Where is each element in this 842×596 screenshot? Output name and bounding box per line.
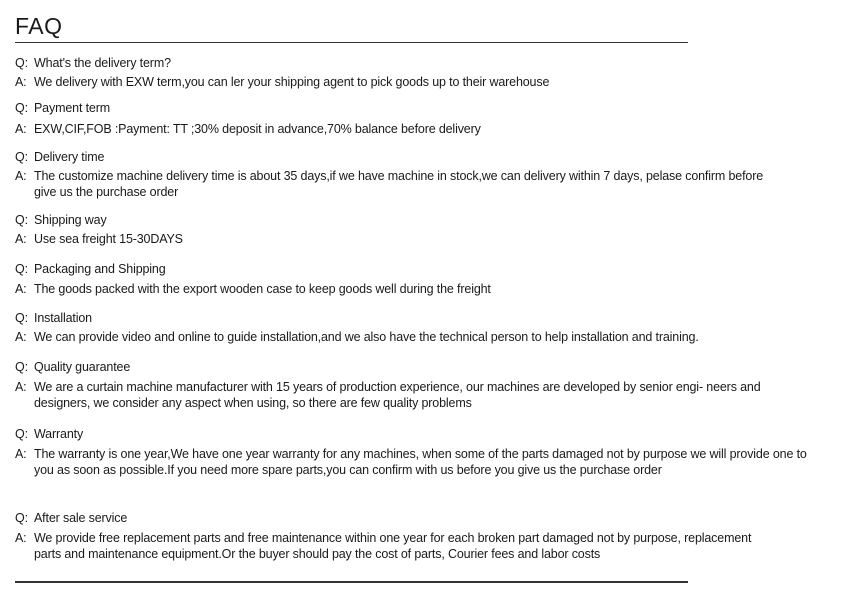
faq-item-warranty — [15, 426, 825, 478]
question-text: Warranty — [34, 427, 84, 441]
title-divider — [15, 42, 688, 43]
answer-label: A: — [15, 232, 27, 246]
question-text: Installation — [34, 311, 92, 325]
question-text: After sale service — [34, 511, 128, 525]
page-title: FAQ — [15, 13, 63, 39]
question-label: Q: — [15, 511, 28, 525]
question-label: Q: — [15, 213, 28, 227]
answer-text: The warranty is one year,We have one year warranty for any machines, when some of the parts damaged not by purpose we will provide one to you as soon as possible.If you need more spare parts,you can confirm with us before you give us the purchase order — [34, 447, 807, 477]
answer-label: A: — [15, 282, 27, 296]
answer-text: Use sea freight 15-30DAYS — [34, 232, 183, 246]
answer-text: EXW,CIF,FOB :Payment: TT ;30% deposit in advance,70% balance before delivery — [34, 122, 481, 136]
answer-text: We can provide video and online to guide installation,and we also have the technical person to help installation and training. — [34, 330, 699, 344]
faq-item-delivery-time — [15, 149, 825, 200]
answer-label: A: — [15, 75, 27, 89]
answer-text: The customize machine delivery time is about 35 days,if we have machine in stock,we can delivery within 7 days, pelase confirm before give us the purchase order — [34, 169, 764, 199]
bottom-divider — [15, 581, 688, 583]
faq-item-packaging — [15, 261, 825, 297]
question-label: Q: — [15, 101, 28, 115]
answer-text: We are a curtain machine manufacturer with 15 years of production experience, our machines are developed by senior engi- neers and designers, we consider any aspect when using, so there are few quality problems — [34, 380, 761, 410]
answer-label: A: — [15, 122, 27, 136]
question-text: What's the delivery term? — [34, 56, 171, 70]
question-label: Q: — [15, 427, 28, 441]
faq-item-after-sale — [15, 510, 825, 562]
question-text: Packaging and Shipping — [34, 262, 166, 276]
faq-item-delivery-term — [15, 55, 825, 90]
question-text: Quality guarantee — [34, 360, 131, 374]
question-label: Q: — [15, 150, 28, 164]
answer-text: We provide free replacement parts and free maintenance within one year for each broken part damaged not by purpose, replacement parts and maintenance equipment.Or the buyer should pay the cost of parts, Courier fees and labor costs — [34, 531, 752, 561]
question-text: Payment term — [34, 101, 111, 115]
answer-text: The goods packed with the export wooden case to keep goods well during the freight — [34, 282, 491, 296]
question-text: Shipping way — [34, 213, 107, 227]
answer-label: A: — [15, 531, 27, 545]
answer-label: A: — [15, 380, 27, 394]
question-text: Delivery time — [34, 150, 105, 164]
answer-label: A: — [15, 169, 27, 183]
answer-label: A: — [15, 330, 27, 344]
question-label: Q: — [15, 56, 28, 70]
faq-item-payment-term — [15, 100, 825, 137]
faq-item-shipping-way — [15, 212, 825, 247]
question-label: Q: — [15, 360, 28, 374]
question-label: Q: — [15, 311, 28, 325]
question-label: Q: — [15, 262, 28, 276]
faq-item-installation — [15, 310, 825, 345]
answer-label: A: — [15, 447, 27, 461]
answer-text: We delivery with EXW term,you can ler your shipping agent to pick goods up to their warehouse — [34, 75, 550, 89]
faq-item-quality — [15, 359, 825, 411]
